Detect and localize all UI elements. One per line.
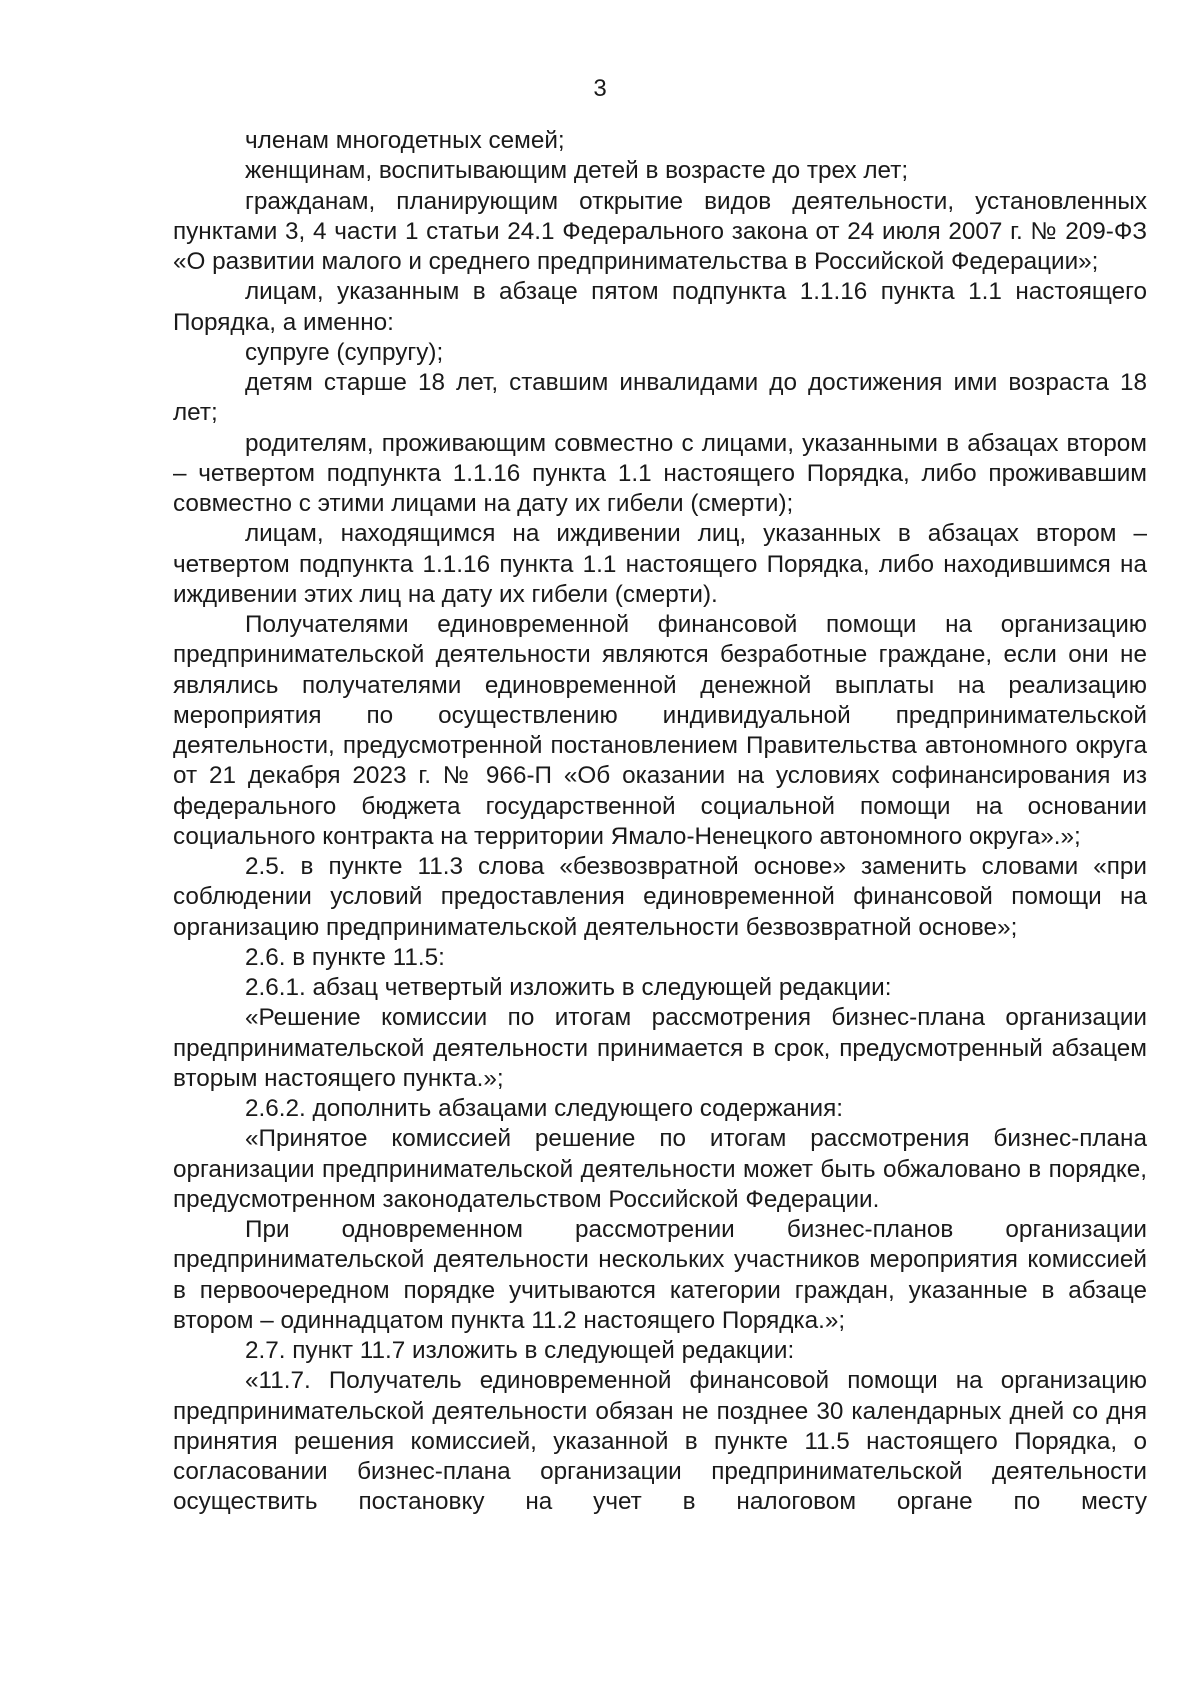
paragraph: 2.5. в пункте 11.3 слова «безвозвратной основе» заменить словами «при соблюдении условий предоставления единовременной финансовой помощи на организацию предпринимательской деятельности безвозвратной основе»; [173,853,1147,941]
paragraph: лицам, указанным в абзаце пятом подпункта 1.1.16 пункта 1.1 настоящего Порядка, а именно: [173,278,1147,336]
paragraph: родителям, проживающим совместно с лицами, указанными в абзацах втором – четвертом подпункта 1.1.16 пункта 1.1 настоящего Порядка, либо проживавшим совместно с этими лицами на дату их гибели (смерти); [173,429,1147,517]
paragraph: супруге (супругу); [245,338,444,366]
paragraph: 2.6. в пункте 11.5: [245,943,445,971]
paragraph: «Решение комиссии по итогам рассмотрения бизнес-плана организации предпринимательской деятельности принимается в срок, предусмотренный абзацем вторым настоящего пункта.»; [173,1004,1147,1092]
paragraph: «11.7. Получатель единовременной финансовой помощи на организацию предпринимательской деятельности обязан не позднее 30 календарных дней со дня принятия решения комиссией, указанной в пункте 11.5 настоящего Порядка, о согласовании бизнес-плана организации предпринимательской деятельности осуществить постановку на учет в налоговом органе по месту [173,1367,1147,1516]
document-body [173,126,1147,1518]
paragraph: женщинам, воспитывающим детей в возрасте до трех лет; [245,157,909,185]
paragraph: гражданам, планирующим открытие видов деятельности, установленных пунктами 3, 4 части 1 статьи 24.1 Федерального закона от 24 июля 2007 г. № 209-ФЗ «О развитии малого и среднего предпринимательства в Российской Федерации»; [173,187,1147,275]
paragraph: Получателями единовременной финансовой помощи на организацию предпринимательской деятельности являются безработные граждане, если они не являлись получателями единовременной денежной выплаты на реализацию мероприятия по осуществлению индивидуальной предпринимательской деятельности, предусмотренной постановлением Правительства автономного округа от 21 декабря 2023 г. № 966-П «Об оказании на условиях софинансирования из федерального бюджета государственной социальной помощи на основании социального контракта на территории Ямало-Ненецкого автономного округа».»; [173,611,1147,850]
paragraph: При одновременном рассмотрении бизнес-планов организации предпринимательской деятельности нескольких участников мероприятия комиссией в первоочередном порядке учитываются категории граждан, указанные в абзаце втором – одиннадцатом пункта 11.2 настоящего Порядка.»; [173,1216,1147,1334]
paragraph: 2.6.1. абзац четвертый изложить в следующей редакции: [245,974,892,1001]
paragraph: 2.7. пункт 11.7 изложить в следующей редакции: [245,1337,795,1364]
paragraph: «Принятое комиссией решение по итогам рассмотрения бизнес-плана организации предпринимательской деятельности может быть обжаловано в порядке, предусмотренном законодательством Российской Федерации. [173,1125,1147,1213]
paragraph: 2.6.2. дополнить абзацами следующего содержания: [245,1095,844,1122]
page-number: 3 [593,75,607,102]
paragraph: членам многодетных семей; [245,127,565,154]
paragraph: лицам, находящимся на иждивении лиц, указанных в абзацах втором – четвертом подпункта 1.1.16 пункта 1.1 настоящего Порядка, либо находившимся на иждивении этих лиц на дату их гибели (смерти). [173,520,1147,608]
paragraph: детям старше 18 лет, ставшим инвалидами до достижения ими возраста 18 лет; [173,369,1147,427]
